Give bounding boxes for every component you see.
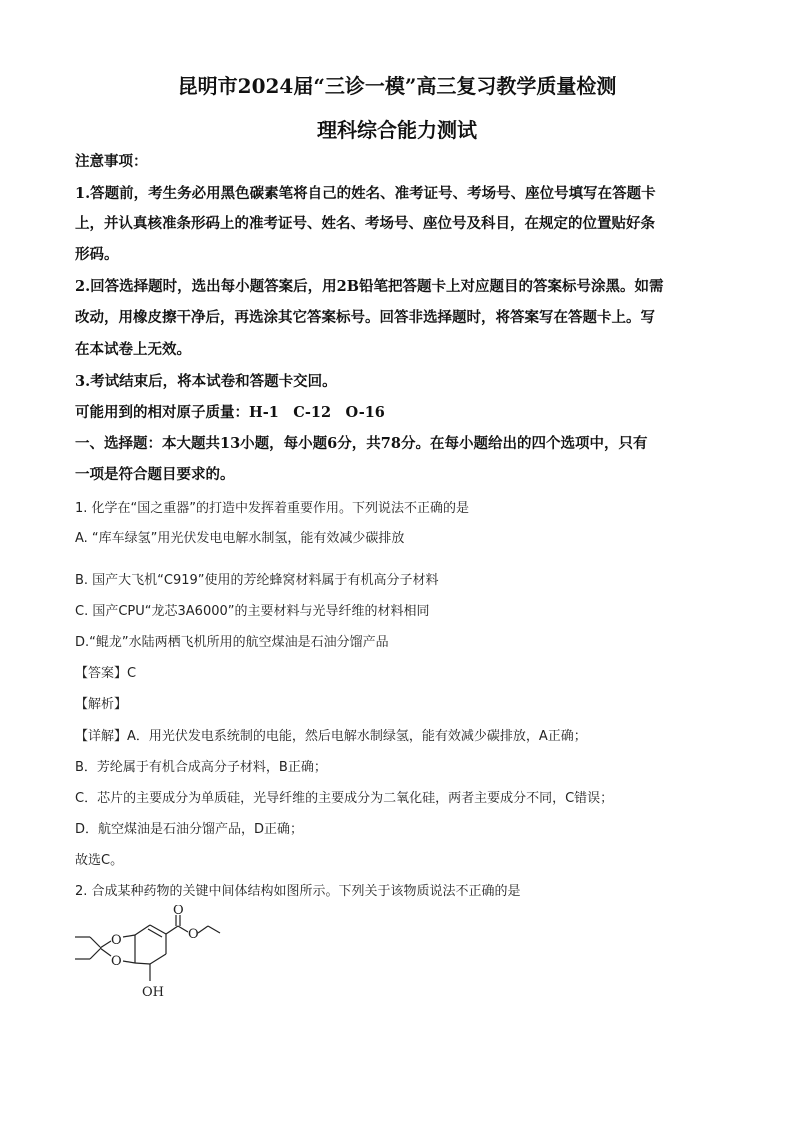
notes-line: 形码。	[75, 246, 119, 263]
section-heading: 一、选择题：本大题共13小题，每小题6分，共78分。在每小题给出的四个选项中，只有	[75, 435, 648, 452]
notes-line: 在本试卷上无效。	[75, 341, 191, 358]
q1-detail-line: C．芯片的主要成分为单质硅，光导纤维的主要成分为二氧化硅，两者主要成分不同，C错误；	[75, 791, 614, 806]
atomic-mass-line: 可能用到的相对原子质量：H-1 C-12 O-16	[75, 404, 385, 421]
bond	[100, 941, 111, 948]
page-subtitle: 理科综合能力测试	[317, 118, 477, 142]
question-1-stem: 1. 化学在“国之重器”的打造中发挥着重要作用。下列说法不正确的是	[75, 501, 470, 516]
q1-detail-line: B．芳纶属于有机合成高分子材料，B正确；	[75, 760, 327, 775]
atom-label: O	[188, 927, 199, 942]
q1-answer: 【答案】C	[75, 666, 137, 681]
bond	[150, 954, 166, 964]
q1-analysis-label: 【解析】	[75, 697, 128, 712]
bond	[178, 926, 188, 932]
bond	[123, 961, 135, 963]
notes-heading: 注意事项：	[75, 153, 148, 170]
notes-line: 3.考试结束后，将本试卷和答题卡交回。	[75, 373, 337, 390]
bond	[135, 925, 150, 935]
notes-line: 2.回答选择题时，选出每小题答案后，用2B铅笔把答题卡上对应题目的答案标号涂黑。如需	[75, 278, 664, 295]
q1-option-b: B. 国产大飞机“C919”使用的芳纶蜂窝材料属于有机高分子材料	[75, 573, 439, 588]
q1-detail-line: D．航空煤油是石油分馏产品，D正确；	[75, 822, 304, 837]
question-2-stem: 2. 合成某种药物的关键中间体结构如图所示。下列关于该物质说法不正确的是	[75, 884, 521, 899]
q1-option-a: A. “库车绿氢”用光伏发电电解水制氢，能有效减少碳排放	[75, 531, 405, 546]
bond	[150, 925, 166, 934]
bond	[100, 948, 111, 956]
atom-label: O	[173, 905, 184, 918]
notes-line: 改动，用橡皮擦干净后，再选涂其它答案标号。回答非选择题时，将答案写在答题卡上。写	[75, 309, 655, 326]
bond	[135, 963, 150, 964]
section-heading: 一项是符合题目要求的。	[75, 466, 235, 483]
notes-line: 1.答题前，考生务必用黑色碳素笔将自己的姓名、准考证号、考场号、座位号填写在答题卡	[75, 185, 656, 202]
q1-option-d: D.“鲲龙”水陆两栖飞机所用的航空煤油是石油分馏产品	[75, 635, 389, 650]
atom-label: O	[111, 954, 122, 969]
bond	[123, 935, 135, 937]
q1-option-c: C. 国产CPU“龙芯3A6000”的主要材料与光导纤维的材料相同	[75, 604, 430, 619]
bond	[198, 926, 208, 933]
atom-label: O	[111, 933, 122, 948]
molecule-structure	[70, 905, 240, 1005]
bond	[208, 926, 220, 933]
q1-detail-line: 【详解】A．用光伏发电系统制的电能，然后电解水制绿氢，能有效减少碳排放，A正确；	[75, 729, 587, 744]
atom-label: OH	[142, 985, 164, 1000]
bond	[90, 949, 100, 959]
notes-line: 上，并认真核准条形码上的准考证号、姓名、考场号、座位号及科目，在规定的位置贴好条	[75, 215, 655, 232]
q1-detail-line: 故选C。	[75, 853, 124, 868]
bond	[166, 926, 178, 934]
bond	[90, 937, 100, 947]
page-title: 昆明市2024届“三诊一模”高三复习教学质量检测	[177, 74, 617, 98]
